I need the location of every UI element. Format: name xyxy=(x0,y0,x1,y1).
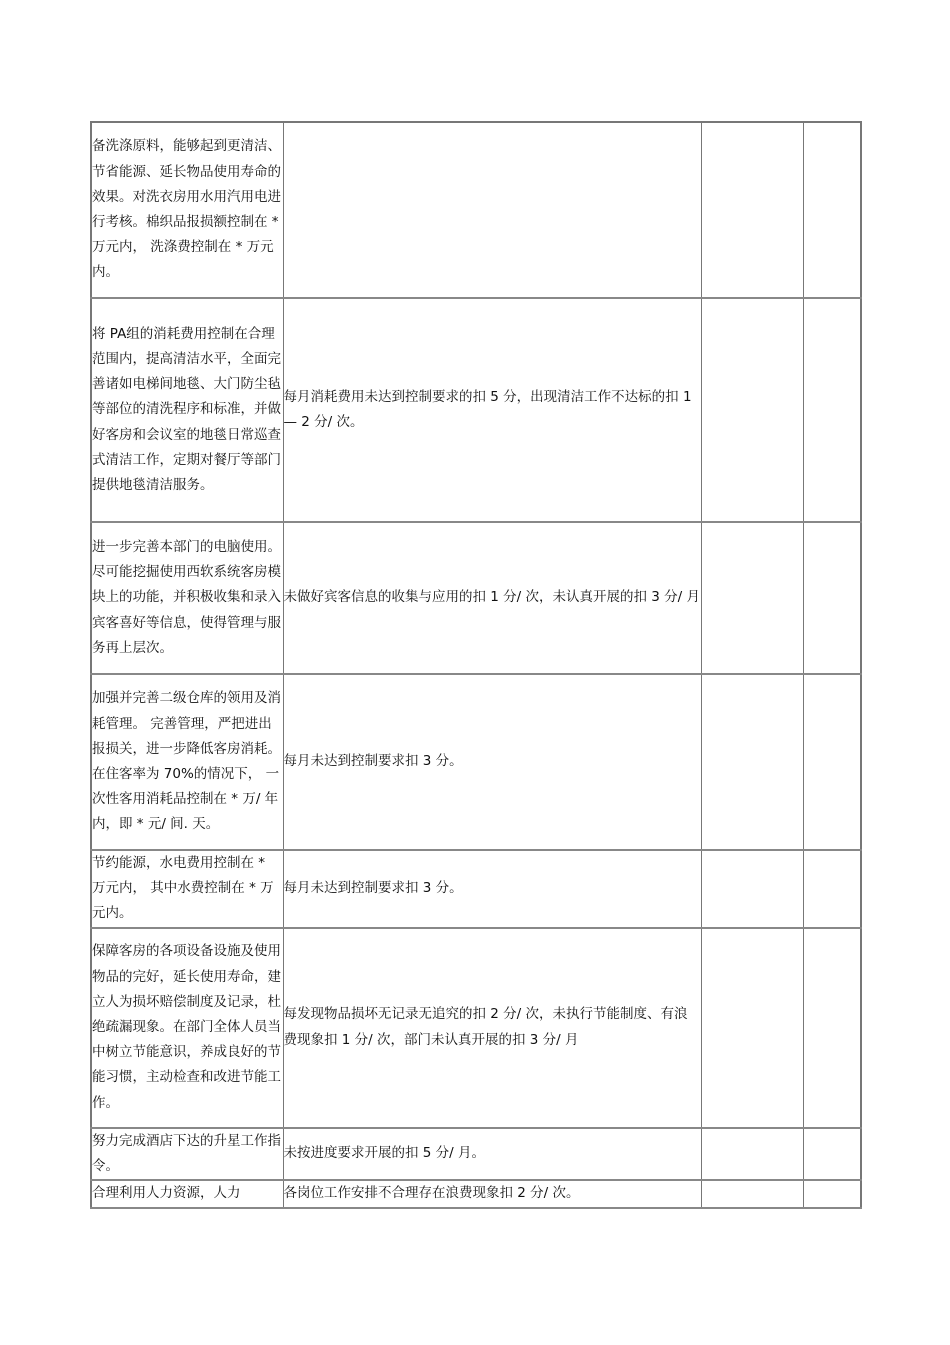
table-row xyxy=(91,522,861,674)
remark-cell xyxy=(803,122,861,298)
remark-cell xyxy=(803,1128,861,1180)
score-cell xyxy=(701,122,803,298)
remark-cell xyxy=(803,850,861,928)
table-row xyxy=(91,298,861,522)
goal-cell: 备洗涤原料，能够起到更清洁、节省能源、延长物品使用寿命的效果。对洗衣房用水用汽用电进行考核。棉织品报损额控制在 * 万元内， 洗涤费控制在 * 万元内。 xyxy=(91,122,283,298)
table-row xyxy=(91,1180,861,1208)
rule-cell: 每月未达到控制要求扣 3 分。 xyxy=(283,850,701,928)
score-cell xyxy=(701,1128,803,1180)
rule-cell: 每发现物品损坏无记录无追究的扣 2 分/ 次，未执行节能制度、有浪费现象扣 1 分/ 次，部门未认真开展的扣 3 分/ 月 xyxy=(283,928,701,1128)
rule-cell: 每月未达到控制要求扣 3 分。 xyxy=(283,674,701,850)
goal-cell: 节约能源，水电费用控制在 * 万元内， 其中水费控制在 * 万元内。 xyxy=(91,850,283,928)
remark-cell xyxy=(803,522,861,674)
score-cell xyxy=(701,928,803,1128)
goal-cell: 努力完成酒店下达的升星工作指令。 xyxy=(91,1128,283,1180)
rule-cell: 每月消耗费用未达到控制要求的扣 5 分，出现清洁工作不达标的扣 1— 2 分/ 次。 xyxy=(283,298,701,522)
score-cell xyxy=(701,850,803,928)
score-cell xyxy=(701,674,803,850)
table-row xyxy=(91,850,861,928)
score-cell xyxy=(701,298,803,522)
goal-cell: 保障客房的各项设备设施及使用物品的完好，延长使用寿命，建立人为损坏赔偿制度及记录，杜绝疏漏现象。在部门全体人员当中树立节能意识，养成良好的节能习惯，主动检查和改进节能工作。 xyxy=(91,928,283,1128)
table-row xyxy=(91,1128,861,1180)
remark-cell xyxy=(803,928,861,1128)
goal-cell: 将 PA组的消耗费用控制在合理范围内，提高清洁水平，全面完善诸如电梯间地毯、大门防尘毡等部位的清洗程序和标准，并做好客房和会议室的地毯日常巡查式清洁工作，定期对餐厅等部门提供地毯清洁服务。 xyxy=(91,298,283,522)
goal-cell: 进一步完善本部门的电脑使用。尽可能挖掘使用西软系统客房模块上的功能，并积极收集和录入宾客喜好等信息，使得管理与服务再上层次。 xyxy=(91,522,283,674)
rule-cell: 未做好宾客信息的收集与应用的扣 1 分/ 次，未认真开展的扣 3 分/ 月 xyxy=(283,522,701,674)
table-row xyxy=(91,674,861,850)
rule-cell xyxy=(283,122,701,298)
table-row xyxy=(91,122,861,298)
table-row xyxy=(91,928,861,1128)
goal-cell: 加强并完善二级仓库的领用及消耗管理。 完善管理，严把进出报损关，进一步降低客房消耗。在住客率为 70%的情况下， 一次性客用消耗品控制在 * 万/ 年内，即 * 元/ 间. 天。 xyxy=(91,674,283,850)
rule-cell: 各岗位工作安排不合理存在浪费现象扣 2 分/ 次。 xyxy=(283,1180,701,1208)
rule-cell: 未按进度要求开展的扣 5 分/ 月。 xyxy=(283,1128,701,1180)
remark-cell xyxy=(803,298,861,522)
goal-cell: 合理利用人力资源，人力 xyxy=(91,1180,283,1208)
assessment-table xyxy=(90,121,862,1209)
remark-cell xyxy=(803,674,861,850)
score-cell xyxy=(701,1180,803,1208)
remark-cell xyxy=(803,1180,861,1208)
score-cell xyxy=(701,522,803,674)
